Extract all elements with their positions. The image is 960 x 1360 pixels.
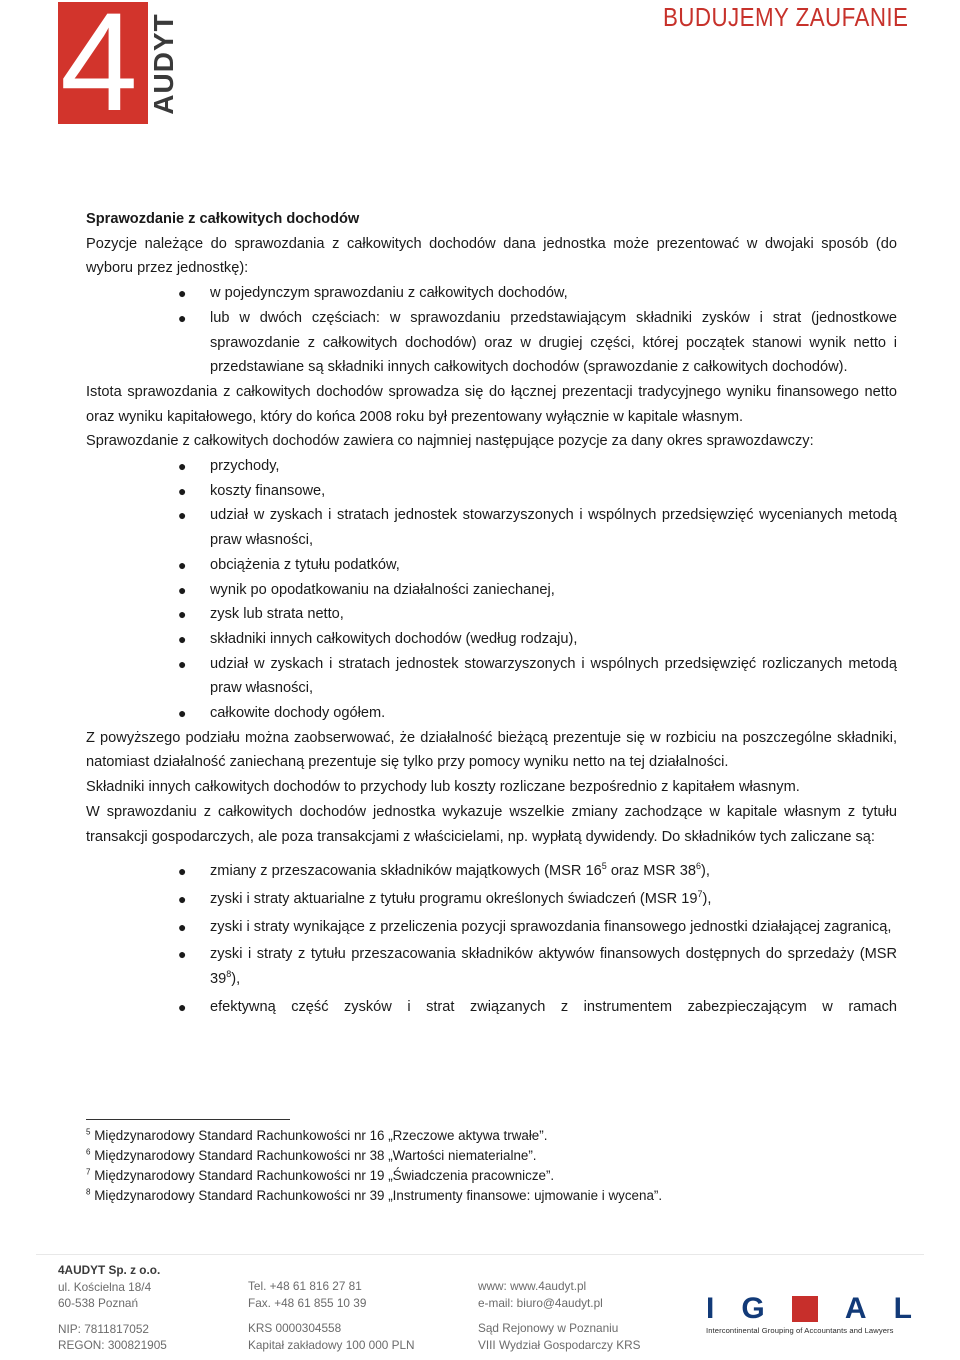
footnote: $^5$ Międzynarodowy Standard Rachunkowości nr 16 „Rzeczowe aktywa trwałe”. — [86, 1127, 548, 1143]
footer-company: 4AUDYT Sp. z o.o. — [58, 1263, 161, 1277]
presentation-options-list — [86, 281, 897, 380]
logo-number: 4 — [60, 2, 138, 124]
changes-paragraph: W sprawozdaniu z całkowitych dochodów jednostka wykazuje wszelkie zmiany zachodzące w kapitale własnym z tytułu transakcji gospodarczych, ale poza transakcjami z właścicielami, np. wypłatą dywidendy. Do składników tych zaliczane są: — [86, 803, 897, 845]
bullet-icon: ● — [178, 309, 187, 326]
bullet-icon: ● — [178, 630, 187, 647]
list-item: ● w pojedynczym sprawozdaniu z całkowitych dochodów, — [86, 281, 897, 306]
footnote-ref: 7 — [697, 889, 703, 900]
list-item: ● udział w zyskach i stratach jednostek stowarzyszonych i wspólnych przedsięwzięć wycenianych metodą praw własności, — [86, 503, 897, 552]
list-item: ● koszty finansowe, — [86, 479, 897, 504]
igal-logo — [706, 1292, 912, 1335]
list-item: ● zyski i straty wynikające z przeliczenia pozycji sprawozdania finansowego jednostki działającej zagranicą, — [86, 915, 897, 940]
list-item: ● przychody, — [86, 454, 897, 479]
bullet-icon: ● — [178, 482, 187, 499]
list-item: ● zmiany z przeszacowania składników majątkowych (MSR $16^5$ oraz MSR $38^6$), — [86, 859, 897, 884]
logo-name-wrap — [150, 2, 178, 124]
footer-city: 60-538 Poznań — [58, 1296, 139, 1310]
footer-nip: NIP: 7811817052 — [58, 1321, 149, 1336]
intro-paragraph: Pozycje należące do sprawozdania z całkowitych dochodów dana jednostka może prezentować w dwojaki sposób (do wyboru przez jednostkę): — [86, 235, 897, 277]
bullet-icon: ● — [178, 890, 187, 907]
bullet-icon: ● — [178, 556, 187, 573]
bullet-icon: ● — [178, 285, 187, 302]
footer-regon: REGON: 300821905 — [58, 1338, 167, 1352]
bullet-icon: ● — [178, 946, 187, 963]
section-title: Sprawozdanie z całkowitych dochodów — [86, 211, 360, 227]
bullet-icon: ● — [178, 705, 187, 722]
bullet-icon: ● — [178, 581, 187, 598]
footer-www[interactable]: www: www.4audyt.pl — [478, 1279, 587, 1293]
bullet-icon: ● — [178, 863, 187, 880]
document-body — [86, 207, 897, 1023]
list-item: ● wynik po opodatkowaniu na działalności zaniechanej, — [86, 578, 897, 603]
footnote: $^6$ Międzynarodowy Standard Rachunkowości nr 38 „Wartości niematerialne”. — [86, 1147, 537, 1163]
footnotes — [86, 1126, 662, 1206]
list-item: ● zyski i straty aktuarialne z tytułu programu określonych świadczeń (MSR $19^7$), — [86, 887, 897, 912]
tagline: BUDUJEMY ZAUFANIE — [662, 2, 908, 32]
list-item: ● udział w zyskach i stratach jednostek stowarzyszonych i wspólnych przedsięwzięć rozliczanych metodą praw własności, — [86, 652, 897, 701]
footer-court: Sąd Rejonowy w Poznaniu — [478, 1321, 619, 1335]
footer-street: ul. Kościelna 18/4 — [58, 1279, 152, 1294]
footer-contact — [248, 1278, 415, 1353]
list-item: ● efektywną część zysków i strat związanych z instrumentem zabezpieczającym w ramach — [86, 995, 897, 1020]
essence-paragraph: Istota sprawozdania z całkowitych dochodów sprowadza się do łącznej prezentacji tradycyjnego wyniku finansowego netto oraz wyniku kapitałowego, który do końca 2008 roku był prezentowany wyłącznie w kapitale własnym. — [86, 383, 897, 425]
bullet-icon: ● — [178, 655, 187, 672]
split-paragraph: Z powyższego podziału można zaobserwować, że działalność bieżącą prezentuje się w rozbiciu na poszczególne składniki, natomiast działalność zaniechaną prezentuje się tylko przy pomocy wyniku netto na tej działalności. — [86, 729, 897, 771]
bullet-icon: ● — [178, 998, 187, 1015]
page-footer — [0, 1262, 960, 1360]
footer-web — [478, 1278, 640, 1353]
footnote-ref: 5 — [601, 861, 607, 872]
footer-krs: KRS 0000304558 — [248, 1321, 342, 1335]
list-item: ● zysk lub strata netto, — [86, 602, 897, 627]
footer-dept: VIII Wydział Gospodarczy KRS — [478, 1337, 641, 1352]
footer-email[interactable]: e-mail: biuro@4audyt.pl — [478, 1295, 603, 1310]
footer-address — [58, 1262, 167, 1354]
oci-definition-paragraph: Składniki innych całkowitych dochodów to przychody lub koszty rozliczane bezpośrednio z kapitałem własnym. — [86, 779, 800, 796]
bullet-icon: ● — [178, 458, 187, 475]
list-item: ● całkowite dochody ogółem. — [86, 701, 897, 726]
igal-subtitle: Intercontinental Grouping of Accountants and Lawyers — [706, 1326, 894, 1335]
footer-divider — [36, 1254, 924, 1255]
company-logo — [58, 2, 178, 124]
bullet-icon: ● — [178, 606, 187, 623]
list-item: ● obciążenia z tytułu podatków, — [86, 553, 897, 578]
logo-name: AUDYT — [148, 13, 179, 115]
igal-red-square — [792, 1296, 818, 1322]
bullet-icon: ● — [178, 918, 187, 935]
list-item: ● zyski i straty z tytułu przeszacowania składników aktywów finansowych dostępnych do sprzedaży (MSR $39^8$), — [86, 942, 897, 991]
bullet-icon: ● — [178, 507, 187, 524]
footnote: $^7$ Międzynarodowy Standard Rachunkowości nr 19 „Świadczenia pracownicze”. — [86, 1167, 555, 1183]
footer-tel: Tel. +48 61 816 27 81 — [248, 1279, 362, 1293]
contains-intro-paragraph: Sprawozdanie z całkowitych dochodów zawiera co najmniej następujące pozycje za dany okres sprawozdawczy: — [86, 433, 814, 450]
igal-letters: I G A L — [706, 1292, 912, 1325]
footnote-ref: 6 — [695, 861, 701, 872]
oci-items-list — [86, 859, 897, 1019]
list-item: ● lub w dwóch częściach: w sprawozdaniu przedstawiającym składniki zysków i strat (jednostkowe sprawozdanie z całkowitych dochodów) oraz w drugiej części, której początek stanowi wynik netto i przedstawiane są składniki innych całkowitych dochodów (sprawozdanie z całkowitych dochodów). — [86, 306, 897, 380]
footer-capital: Kapitał zakładowy 100 000 PLN — [248, 1337, 415, 1352]
required-items-list — [86, 454, 897, 726]
footnote-separator — [86, 1119, 290, 1120]
footnote-ref: 8 — [226, 969, 232, 980]
logo-red-block — [58, 2, 148, 124]
footer-fax: Fax. +48 61 855 10 39 — [248, 1295, 367, 1310]
list-item: ● składniki innych całkowitych dochodów (według rodzaju), — [86, 627, 897, 652]
footnote: $^8$ Międzynarodowy Standard Rachunkowości nr 39 „Instrumenty finansowe: ujmowanie i wycena”. — [86, 1187, 663, 1203]
